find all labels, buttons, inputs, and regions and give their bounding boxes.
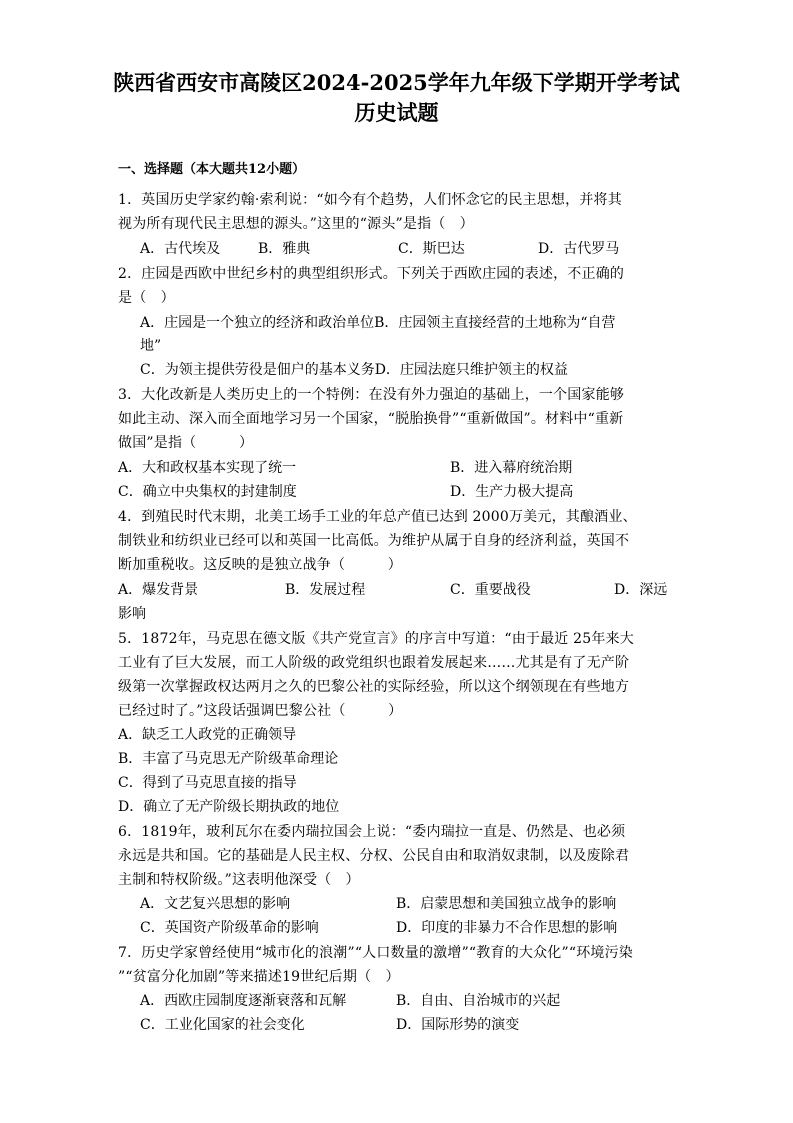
question-5-line-2: 工业有了巨大发展，而工人阶级的政党组织也跟着发展起来……尤其是有了无产阶 <box>118 655 630 671</box>
question-2-option-cd: C．为领主提供劳役是佃户的基本义务D．庄园法庭只维护领主的权益 <box>140 362 568 378</box>
question-2-line-2: 是（ ） <box>118 290 175 306</box>
question-4-line-1: 4．到殖民时代末期，北美工场手工业的年总产值已达到 2000万美元，其酿酒业、 <box>118 509 637 525</box>
question-3-option-d: D．生产力极大提高 <box>450 484 574 500</box>
question-4-option-d-cont: 影响 <box>118 606 146 622</box>
question-7-option-c: C．工业化国家的社会变化 <box>140 1017 305 1033</box>
question-4-option-a: A．爆发背景 <box>118 582 199 598</box>
section-heading: 一、选择题（本大题共12小题） <box>118 162 306 177</box>
question-2-option-b-cont: 地” <box>140 338 162 354</box>
question-5-option-c: C．得到了马克思直接的指导 <box>118 775 297 791</box>
question-7-option-d: D．国际形势的演变 <box>396 1017 520 1033</box>
question-6-option-a: A．文艺复兴思想的影响 <box>140 896 291 912</box>
question-5-line-4: 已经过时了。”这段话强调巴黎公社（ ） <box>118 703 403 719</box>
question-4-option-c: C．重要战役 <box>450 582 531 598</box>
question-3-line-3: 做国”是指（ ） <box>118 435 254 451</box>
question-1-option-d: D．古代罗马 <box>538 241 620 257</box>
question-3-option-a: A．大和政权基本实现了统一 <box>118 460 297 476</box>
question-1-option-a: A．古代埃及 <box>140 241 221 257</box>
question-1-line-2: 视为所有现代民主思想的源头。”这里的“源头”是指（ ） <box>118 216 474 232</box>
question-7-line-2: ”“贫富分化加剧”等来描述19世纪后期（ ） <box>118 969 400 985</box>
question-6-option-b: B．启蒙思想和美国独立战争的影响 <box>396 896 617 912</box>
question-7-option-a: A．西欧庄园制度逐渐衰落和瓦解 <box>140 993 347 1009</box>
exam-subtitle: 历史试题 <box>354 100 439 125</box>
exam-title: 陕西省西安市高陵区2024-2025学年九年级下学期开学考试 <box>113 70 680 95</box>
question-1-line-1: 1．英国历史学家约翰·索利说：“如今有个趋势，人们怀念它的民主思想，并将其 <box>118 192 622 208</box>
question-3-line-2: 如此主动、深入而全面地学习另一个国家，“脱胎换骨”“重新做国”。材料中“重新 <box>118 411 624 427</box>
question-5-option-b: B．丰富了马克思无产阶级革命理论 <box>118 751 339 767</box>
question-6-line-1: 6．1819年，玻利瓦尔在委内瑞拉国会上说：“委内瑞拉一直是、仍然是、也必须 <box>118 824 626 840</box>
question-7-line-1: 7．历史学家曾经使用“城市化的浪潮”“人口数量的激增”“教育的大众化”“环境污染 <box>118 945 634 961</box>
question-3-option-b: B．进入幕府统治期 <box>450 460 573 476</box>
question-5-line-1: 5．1872年，马克思在德文版《共产党宣言》的序言中写道：“由于最近 25年来大 <box>118 631 634 647</box>
question-4-option-b: B．发展过程 <box>285 582 366 598</box>
question-6-option-c: C．英国资产阶级革命的影响 <box>140 920 319 936</box>
question-5-option-a: A．缺乏工人政党的正确领导 <box>118 727 297 743</box>
question-1-option-b: B．雅典 <box>258 241 311 257</box>
question-2-line-1: 2．庄园是西欧中世纪乡村的典型组织形式。下列关于西欧庄园的表述，不正确的 <box>118 266 625 282</box>
question-6-option-d: D．印度的非暴力不合作思想的影响 <box>396 920 618 936</box>
question-6-line-2: 永远是共和国。它的基础是人民主权、分权、公民自由和取消奴隶制，以及废除君 <box>118 848 630 864</box>
question-1-option-c: C．斯巴达 <box>398 241 465 257</box>
question-7-option-b: B．自由、自治城市的兴起 <box>396 993 561 1009</box>
question-6-line-3: 主制和特权阶级。”这表明他深受（ ） <box>118 872 360 888</box>
question-5-option-d: D．确立了无产阶级长期执政的地位 <box>118 799 340 815</box>
question-4-line-2: 制铁业和纺织业已经可以和英国一比高低。为维护从属于自身的经济利益，英国不 <box>118 533 630 549</box>
question-3-line-1: 3．大化改新是人类历史上的一个特例：在没有外力强迫的基础上，一个国家能够 <box>118 387 625 403</box>
question-4-option-d: D．深远 <box>614 582 668 598</box>
question-5-line-3: 级第一次掌握政权达两月之久的巴黎公社的实际经验，所以这个纲领现在有些地方 <box>118 679 630 695</box>
question-2-option-ab: A．庄园是一个独立的经济和政治单位B．庄园领主直接经营的土地称为“自营 <box>140 315 616 331</box>
question-4-line-3: 断加重税收。这反映的是独立战争（ ） <box>118 557 402 573</box>
question-3-option-c: C．确立中央集权的封建制度 <box>118 484 297 500</box>
